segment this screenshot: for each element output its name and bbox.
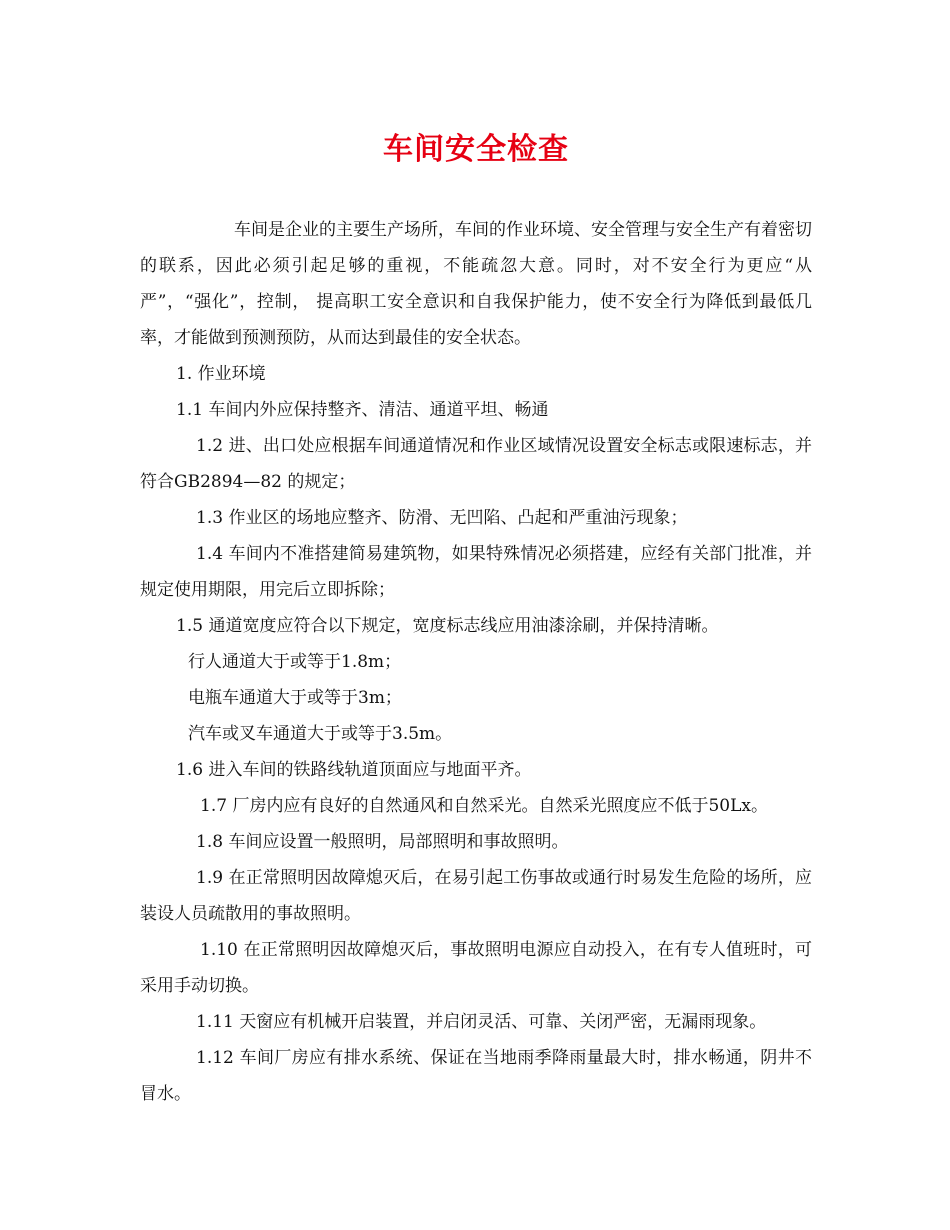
- clause-1-4: 1.4 车间内不准搭建简易建筑物，如果特殊情况必须搭建，应经有关部门批准，并规定使用期限，用完后立即拆除；: [140, 544, 812, 600]
- clause-1-5-pedestrian: 行人通道大于或等于1.8m；: [188, 652, 402, 672]
- clause-1-5-battery-car: 电瓶车通道大于或等于3m；: [188, 688, 402, 708]
- clause-1-10: 1.10 在正常照明因故障熄灭后，事故照明电源应自动投入，在有专人值班时，可采用手动切换。: [140, 940, 812, 996]
- document-title: 车间安全检查: [383, 132, 569, 167]
- section-heading: 1. 作业环境: [176, 364, 266, 384]
- clause-1-6: 1.6 进入车间的铁路线轨道顶面应与地面平齐。: [176, 760, 532, 780]
- clause-1-12: 1.12 车间厂房应有排水系统、保证在当地雨季降雨量最大时，排水畅通，阴井不冒水。: [140, 1048, 812, 1104]
- clause-1-8: 1.8 车间应设置一般照明，局部照明和事故照明。: [196, 832, 569, 852]
- clause-1-3: 1.3 作业区的场地应整齐、防滑、无凹陷、凸起和严重油污现象；: [196, 508, 688, 528]
- clause-1-11: 1.11 天窗应有机械开启装置，并启闭灵活、可靠、关闭严密，无漏雨现象。: [196, 1012, 767, 1032]
- clause-1-1: 1.1 车间内外应保持整齐、清洁、通道平坦、畅通: [176, 400, 549, 420]
- intro-paragraph: 车间是企业的主要生产场所，车间的作业环境、安全管理与安全生产有着密切的联系，因此必须引起足够的重视，不能疏忽大意。同时，对不安全行为更应“从严”，“强化”，控制， 提高职工安全意识和自我保护能力，使不安全行为降低到最低几率，才能做到预测预防，从而达到最佳的安全状态。: [140, 220, 812, 348]
- clause-1-9: 1.9 在正常照明因故障熄灭后，在易引起工伤事故或通行时易发生危险的场所，应装设人员疏散用的事故照明。: [140, 868, 812, 924]
- clause-1-5-vehicle: 汽车或叉车通道大于或等于3.5m。: [188, 724, 453, 744]
- clause-1-7: 1.7 厂房内应有良好的自然通风和自然采光。自然采光照度应不低于50Lx。: [200, 796, 768, 816]
- clause-1-2: 1.2 进、出口处应根据车间通道情况和作业区域情况设置安全标志或限速标志，并符合GB2894—82 的规定；: [140, 436, 812, 492]
- clause-1-5: 1.5 通道宽度应符合以下规定，宽度标志线应用油漆涂刷，并保持清晰。: [176, 616, 719, 636]
